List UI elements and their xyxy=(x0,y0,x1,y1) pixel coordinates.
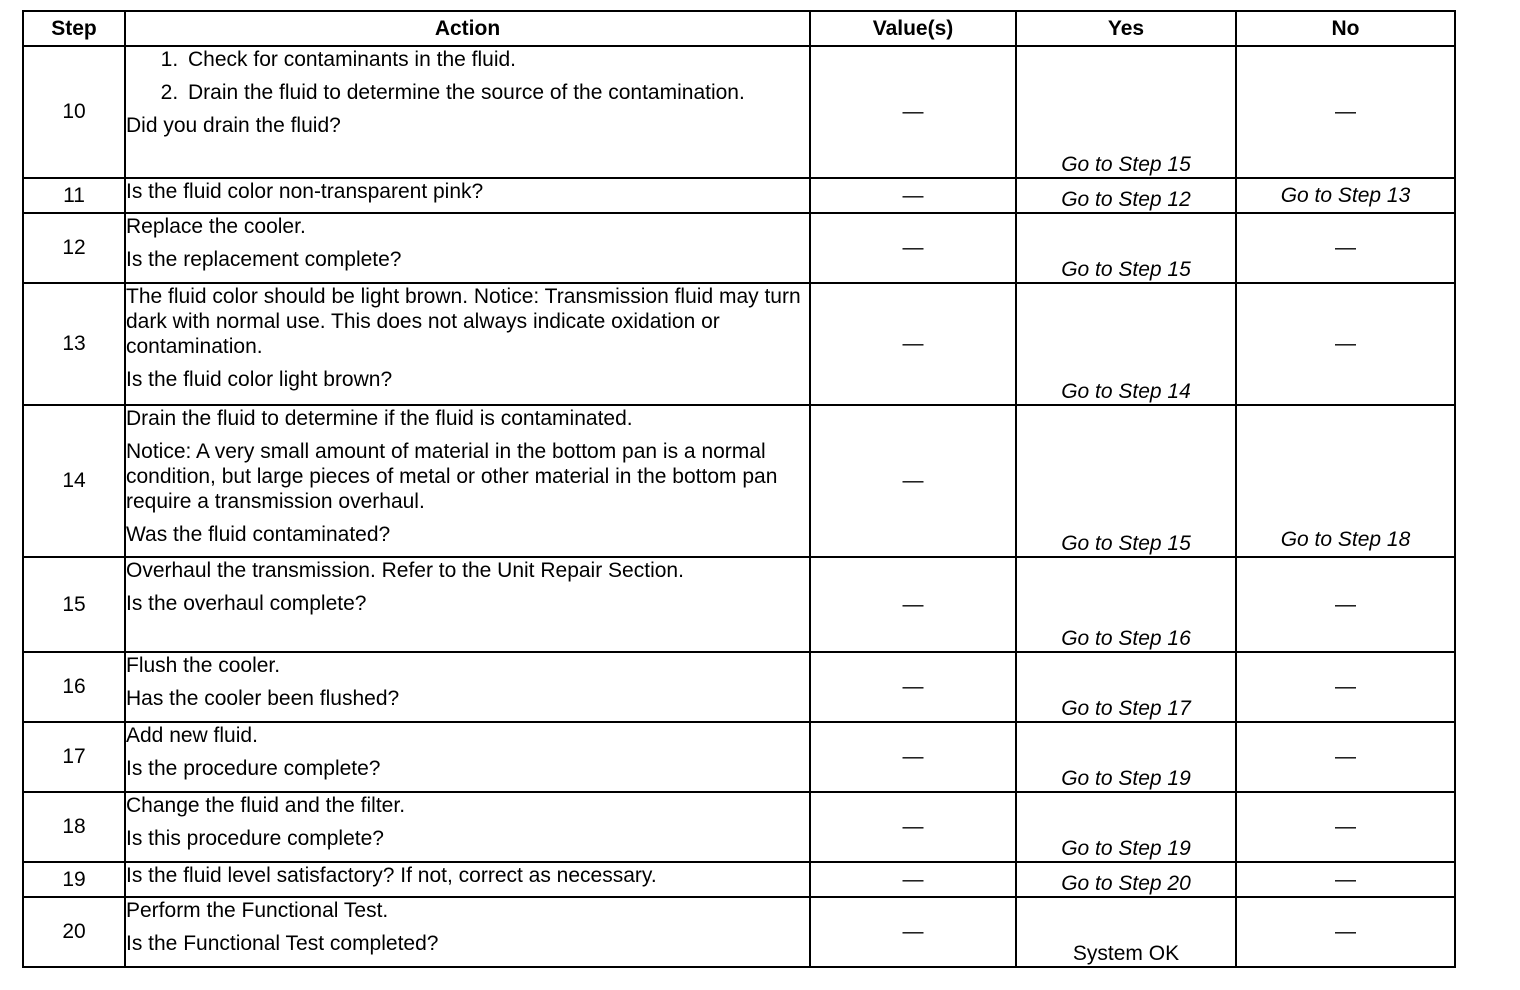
diagnostic-table xyxy=(22,10,1456,968)
step-number: 11 xyxy=(23,178,125,213)
value-cell: — xyxy=(810,722,1016,792)
value-cell: — xyxy=(810,178,1016,213)
action-question: Is the overhaul complete? xyxy=(126,592,367,615)
step-number: 13 xyxy=(23,283,125,405)
action-cell xyxy=(125,652,810,722)
action-text: Overhaul the transmission. Refer to the Unit Repair Section. xyxy=(126,559,684,582)
header-step: Step xyxy=(23,11,125,46)
no-cell: — xyxy=(1236,557,1455,652)
step-number: 14 xyxy=(23,405,125,557)
yes-cell: Go to Step 15 xyxy=(1016,213,1236,283)
action-list xyxy=(126,47,809,105)
yes-cell: Go to Step 14 xyxy=(1016,283,1236,405)
action-cell xyxy=(125,213,810,283)
table-row-step-10 xyxy=(23,46,1455,178)
no-cell: — xyxy=(1236,792,1455,862)
action-question: Is the procedure complete? xyxy=(126,757,381,780)
yes-cell: Go to Step 15 xyxy=(1016,46,1236,178)
step-number: 10 xyxy=(23,46,125,178)
no-cell: — xyxy=(1236,283,1455,405)
table-row-step-18 xyxy=(23,792,1455,862)
step-number: 16 xyxy=(23,652,125,722)
value-cell: — xyxy=(810,557,1016,652)
step-number: 18 xyxy=(23,792,125,862)
value-cell: — xyxy=(810,652,1016,722)
no-cell: — xyxy=(1236,897,1455,967)
step-number: 20 xyxy=(23,897,125,967)
value-cell: — xyxy=(810,897,1016,967)
value-cell: — xyxy=(810,792,1016,862)
step-number: 12 xyxy=(23,213,125,283)
step-number: 17 xyxy=(23,722,125,792)
no-cell: — xyxy=(1236,862,1455,897)
step-number: 19 xyxy=(23,862,125,897)
value-cell: — xyxy=(810,283,1016,405)
no-cell: — xyxy=(1236,213,1455,283)
header-row xyxy=(23,11,1455,46)
table-body xyxy=(23,46,1455,967)
action-text: Change the fluid and the filter. xyxy=(126,794,406,817)
action-cell xyxy=(125,862,810,897)
action-cell xyxy=(125,792,810,862)
action-cell xyxy=(125,283,810,405)
table-row-step-15 xyxy=(23,557,1455,652)
no-cell: Go to Step 18 xyxy=(1236,405,1455,557)
table-row-step-19 xyxy=(23,862,1455,897)
yes-cell: Go to Step 20 xyxy=(1016,862,1236,897)
action-list-item: 2. Drain the fluid to determine the source of the contamination. xyxy=(184,80,809,105)
header-values: Value(s) xyxy=(810,11,1016,46)
yes-cell: System OK xyxy=(1016,897,1236,967)
action-question: Is the replacement complete? xyxy=(126,248,402,271)
action-cell xyxy=(125,405,810,557)
no-cell: — xyxy=(1236,46,1455,178)
action-text: Replace the cooler. xyxy=(126,215,306,238)
yes-cell: Go to Step 19 xyxy=(1016,722,1236,792)
action-list-item: 1. Check for contaminants in the fluid. xyxy=(184,47,809,72)
no-cell: Go to Step 13 xyxy=(1236,178,1455,213)
table-row-step-13 xyxy=(23,283,1455,405)
value-cell: — xyxy=(810,46,1016,178)
action-text: The fluid color should be light brown. Notice: Transmission fluid may turn dark with normal use. This does not always indicate oxidation or contamination. xyxy=(126,285,801,358)
action-text: Drain the fluid to determine if the fluid is contaminated. xyxy=(126,407,633,430)
action-cell xyxy=(125,178,810,213)
yes-cell: Go to Step 19 xyxy=(1016,792,1236,862)
action-notice: Notice: A very small amount of material in the bottom pan is a normal condition, but large pieces of metal or other material in the bottom pan require a transmission overhaul. xyxy=(126,440,778,513)
table-header xyxy=(23,11,1455,46)
value-cell: — xyxy=(810,405,1016,557)
yes-cell: Go to Step 15 xyxy=(1016,405,1236,557)
yes-cell: Go to Step 12 xyxy=(1016,178,1236,213)
header-action: Action xyxy=(125,11,810,46)
header-no: No xyxy=(1236,11,1455,46)
action-cell xyxy=(125,897,810,967)
value-cell: — xyxy=(810,213,1016,283)
action-cell xyxy=(125,722,810,792)
no-cell: — xyxy=(1236,722,1455,792)
table-row-step-16 xyxy=(23,652,1455,722)
yes-cell: Go to Step 17 xyxy=(1016,652,1236,722)
action-cell xyxy=(125,557,810,652)
value-cell: — xyxy=(810,862,1016,897)
header-yes: Yes xyxy=(1016,11,1236,46)
table-row-step-14 xyxy=(23,405,1455,557)
action-question: Is the fluid level satisfactory? If not, correct as necessary. xyxy=(126,864,657,887)
action-question: Is the Functional Test completed? xyxy=(126,932,439,955)
action-question: Is the fluid color non-transparent pink? xyxy=(126,180,484,203)
yes-cell: Go to Step 16 xyxy=(1016,557,1236,652)
no-cell: — xyxy=(1236,652,1455,722)
table-row-step-11 xyxy=(23,178,1455,213)
action-text: Perform the Functional Test. xyxy=(126,899,389,922)
table-row-step-20 xyxy=(23,897,1455,967)
action-cell xyxy=(125,46,810,178)
action-question: Has the cooler been flushed? xyxy=(126,687,400,710)
table-row-step-17 xyxy=(23,722,1455,792)
action-question: Is the fluid color light brown? xyxy=(126,368,393,391)
action-question: Is this procedure complete? xyxy=(126,827,384,850)
table-row-step-12 xyxy=(23,213,1455,283)
action-question: Was the fluid contaminated? xyxy=(126,523,391,546)
step-number: 15 xyxy=(23,557,125,652)
action-text: Add new fluid. xyxy=(126,724,258,747)
action-question: Did you drain the fluid? xyxy=(126,114,341,137)
action-text: Flush the cooler. xyxy=(126,654,281,677)
